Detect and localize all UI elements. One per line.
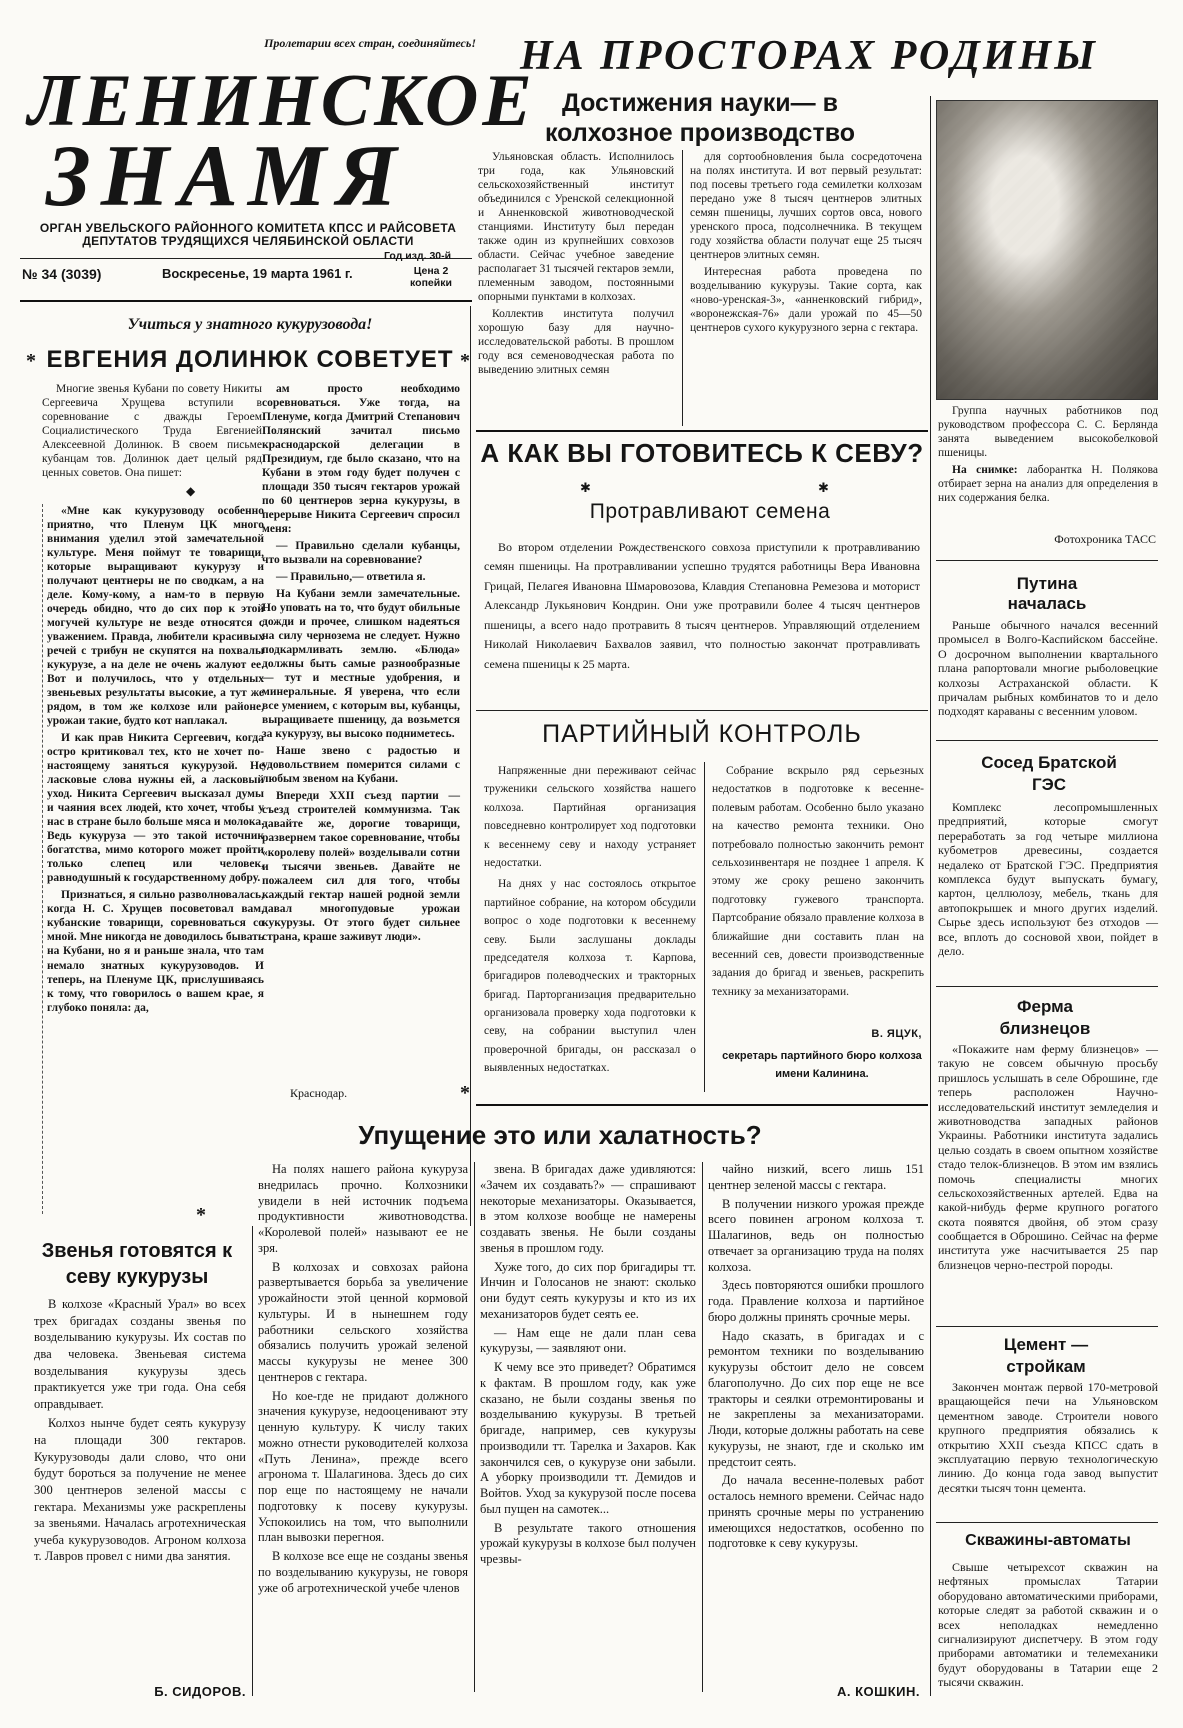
- sidebar-paragraph: «Покажите нам ферму близнецов» — такую не совсем обычную просьбу пришлось услышать в селе Оброшине, где теперь расположен Научно-исследовательский институт земледелия и животноводства западных районов Украины. Работники института задались целью создать в своем опытном хозяйстве стадо телок-близнецов. В этом им взялись помочь специалисты многих сельскохозяйственных артелей. Едва на какой-нибудь ферме крупного рогатого скота появятся двойня, об этом сразу сообщается в Оброшино. Сейчас на ферме института уже насчитывается 25 пар близнецов черно-пестрой породы.: [938, 1042, 1158, 1272]
- caption-text-2: лаборантка Н. Полякова отбирает зерна на анализ для определения в них содержания белка.: [938, 464, 1159, 505]
- science-paragraph: для сортообновления была сосредоточена на полях института. И вот первый результат: под посевы третьего года семилетки колхозам передано уже 8 тысяч центнеров элитных семян пшеницы, лучших сортов овса, нового уренского проса, подсолнечника. В текущем году хозяйства области получат еще 25 тысяч центнеров элитных семян.: [690, 151, 922, 262]
- negligence-paragraph: — Нам еще не дали план сева кукурузы, — заявляют они.: [480, 1325, 696, 1356]
- negligence-paragraph: В получении низкого урожая прежде всего повинен агроном колхоза т. Шалагинов, ведь он полностью отвечает за организацию труда на полях колхоза.: [708, 1196, 924, 1274]
- negligence-paragraph: Хуже того, до сих пор бригадиры тт. Инчин и Голосанов не знают: сколько они будут сеять кукурузы и кто из их механизаторов будет сеять ее.: [480, 1259, 696, 1321]
- sowing-question: А КАК ВЫ ГОТОВИТЕСЬ К СЕВУ?: [480, 438, 924, 468]
- negligence-paragraph: Надо сказать, в бригадах и с ремонтом техники по возделыванию кукурузы обстоит дело не совсем благополучно. До сих пор еще не все тракторы и сеялки отремонтированы и не закреплены за механизаторами. Люди, которые должны работать на севе кукурузы, не знают, где и сколько им предстоит сеять.: [708, 1328, 924, 1469]
- photo-credit: Фотохроника ТАСС: [1054, 532, 1156, 546]
- newspaper-title-line2: ЗНАМЯ: [46, 128, 407, 225]
- dolinyuk-column-2: [262, 382, 460, 1082]
- science-column-2: [690, 150, 922, 428]
- lab-assistant-photo: [936, 100, 1158, 400]
- sowing-text: [484, 538, 920, 702]
- dolinyuk-paragraph: ам просто необходимо соревноваться. Уже тогда, на Пленуме, когда Дмитрий Степанович Полянский зачитал письмо краснодарской делегации в Президиум, где было сказано, что на Кубани в этом году будет получен с площади 350 тысяч гектаров урожай по 60 центнеров зерна кукурузы, в перерыве Никита Сергеевич спросил меня:: [262, 383, 460, 536]
- negligence-column-3: [708, 1162, 924, 1674]
- negligence-paragraph: В результате такого отношения урожай кукурузы в колхозе был получен чрезвы-: [480, 1520, 696, 1566]
- sidebar-title-twins: Ферма близнецов: [999, 997, 1091, 1038]
- negligence-paragraph: К чему все это приведет? Обратимся к фактам. В прошлом году, как уже сказано, не были созданы звенья по возделыванию кукурузы. В третьей бригаде, например, сев кукурузы производили тт. Тарелка и Захаров. Как закончился сев, о кукурузе они забыли. А уборку производили тт. Демидов и Войтов. Уход за кукурузой после посева был пущен на самотек...: [480, 1360, 696, 1516]
- control-paragraph: Напряженные дни переживают сейчас труженики сельского хозяйства нашего колхоза. Партийная организация повседневно контролирует ход подготовки к весеннему севу и находу устраняет недостатки.: [484, 765, 696, 869]
- control-paragraph: На днях у нас состоялось открытое партийное собрание, на котором обсудили вопрос о ходе подготовки к весеннему севу. Были заслушаны доклады председателя колхоза т. Карпова, бригадиров полеводческих и тракторных бригад. Парторганизация предварительно организовала проверку хода подготовки к севу, на собрании выступил член проверочной бригады, он рассказал о выявленных недостатках.: [484, 878, 696, 1075]
- control-author-title: секретарь партийного бюро колхоза имени Калинина.: [722, 1050, 922, 1080]
- links-author: Б. СИДОРОВ.: [154, 1684, 246, 1699]
- negligence-paragraph: На полях нашего района кукуруза внедрилась прочно. Колхозники увидели в ней источник подъема продуктивности животноводства. «Королевой полей» называют ее не зря.: [258, 1162, 468, 1255]
- sidebar-paragraph: Комплекс лесопромышленных предприятий, которые смогут переработать за год четыре миллиона кубометров древесины, создается недалеко от Братской ГЭС. Предприятия комплекса будут выпускать бумагу, картон, целлюлозу, мебель, ткань для автопокрышек и много других изделий. Сырье здесь используют без отходов — все, вплоть до сосновой хвои, пойдет в дело.: [938, 800, 1158, 958]
- dolinyuk-column-1: [42, 504, 264, 1214]
- links-text: [34, 1296, 246, 1666]
- sowing-paragraph: Во втором отделении Рождественского совхоза приступили к протравливанию семян пшеницы. На протравливании успешно трудятся работницы Вера Ивановна Грицай, Пелагея Ивановна Шмаровозова, Клавдия Степановна Ремезова и моторист Александр Лукьянович Кондрин. Они уже протравили более 4 тысяч центнеров пшеницы, а всего надо протравить 8 тысяч центнеров. Управляющий отделением Николай Николаевич Бахвалов заявил, что полностью закончат протравливать семена пшеницы к 25 марта.: [484, 540, 920, 671]
- sidebar-text-putina: [938, 618, 1158, 728]
- sidebar-paragraph: Раньше обычного начался весенний промысел в Волго-Каспийском бассейне. О досрочном выполнении квартального плана рапортовали многие рыболовецкие колхозы Астраханской области. К причалам рыбных комбинатов то и дело подходят караваны с весенним уловом.: [938, 618, 1158, 719]
- issue-date: Воскресенье, 19 марта 1961 г.: [162, 266, 353, 281]
- dolinyuk-paragraph: «Мне как кукурузоводу особенно приятно, что Пленум ЦК много внимания уделил этой замечательной культуре. Меня поймут те товарищи, которые выращивают кукурузу и получают центнеры не по сводкам, а на деле. Кому-кому, а нам-то в первую очередь обидно, что до сих пор к этой могучей культуре не везде относятся с уважением. Правда, любители красивых речей с трибун не скупятся на похвалы кукурузе, а на деле не очень жалуют ее. Вот и получилось, что у отдельных звеньевых результаты высокие, а тут же рядом, в том же колхозе или районе, урожаи такие, будто кот наплакал.: [47, 505, 264, 728]
- negligence-paragraph: Но кое-где не придают должного значения кукурузе, недооценивают эту ценную культуру. К числу таких можно отнести руководителей колхоза «Путь Ленина», прежде всего агронома т. Шалагинова. Здесь до сих пор еще по настоящему не начали подготовку к посеву кукурузы. Успокоились на том, что выполнили план вывозки перегноя.: [258, 1388, 468, 1545]
- science-paragraph: Коллектив института получил хорошую базу для научно-исследовательской работы. В прошлом году вся семеноводческая работа по выведению элитных семян: [478, 308, 674, 377]
- organ-subtitle: ОРГАН УВЕЛЬСКОГО РАЙОННОГО КОМИТЕТА КПСС И РАЙСОВЕТА ДЕПУТАТОВ ТРУДЯЩИХСЯ ЧЕЛЯБИНСКОЙ ОБЛАСТИ: [39, 221, 457, 249]
- photo-caption: [938, 404, 1158, 524]
- dolinyuk-paragraph: — Правильно сделали кубанцы, что вызвали на соревнование?: [262, 540, 460, 567]
- links-paragraph: Колхоз нынче будет сеять кукурузу на площади 300 гектаров. Кукурузоводы дали слово, что они будут бороться за получение не менее 300 центнеров зеленой массы с гектара. Механизмы уже раскреплены за звеньями. Началась агротехническая учеба кукурузоводов. Агроном колхоза т. Лавров провел с ними два занятия.: [34, 1416, 246, 1564]
- sidebar-text-twins: [938, 1042, 1158, 1322]
- control-column-1: [484, 762, 696, 1102]
- caption-text: Группа научных работников под руководством профессора С. С. Берлянда занята выведением высокобелковой пшеницы.: [938, 405, 1158, 460]
- masthead: [20, 24, 536, 256]
- dolinyuk-title: ЕВГЕНИЯ ДОЛИНЮК СОВЕТУЕТ: [46, 346, 454, 373]
- sidebar-title-putina: Путина началась: [1007, 574, 1087, 613]
- control-author: В. ЯЦУК,: [871, 1028, 922, 1040]
- science-title: Достижения науки— в колхозное производство: [545, 89, 855, 147]
- sidebar-title-cement: Цемент —стройкам: [1003, 1335, 1089, 1376]
- negligence-paragraph: До начала весенне-полевых работ осталось немного времени. Сейчас надо принять срочные меры по устранению имеющихся недостатков, особенно по подготовке к севу кукурузы.: [708, 1473, 924, 1551]
- control-column-2: [712, 762, 924, 1024]
- dolinyuk-paragraph: — Правильно,— ответила я.: [276, 571, 426, 584]
- control-paragraph: Собрание вскрыло ряд серьезных недостатков в подготовке к весенне-полевым работам. Особенно было указано на качество ремонта техники. Оно потребовало полностью закончить ремонт сельхозинвентаря не позднее 1 апреля. К этому же сроку решено закончить подготовку гужевого транспорта. Партсобрание обязало правление колхоза в ближайшие дни составить план на весенний сев, довести производственные задания до бригад и звеньев, раскрепить технику за механизаторами.: [712, 765, 924, 998]
- negligence-paragraph: звена. В бригадах даже удивляются: «Зачем их создавать?» — спрашивают некоторые механизаторы. Оказывается, в этом колхозе вообще не намерены создавать звенья. Не были созданы звенья в прошлом году.: [480, 1162, 696, 1255]
- dolinyuk-place: Краснодар.: [290, 1086, 348, 1100]
- negligence-paragraph: Здесь повторяются ошибки прошлого года. Правление колхоза и партийное бюро должны принять срочные меры.: [708, 1278, 924, 1324]
- section-banner: НА ПРОСТОРАХ РОДИНЫ: [520, 33, 1098, 79]
- dolinyuk-paragraph: Наше звено с радостью и удовольствием померится силами с любым звеном на Кубани.: [262, 745, 460, 786]
- dolinyuk-paragraph: На Кубани земли замечательные. Но уповать на то, что будут обильные дожди и прочее, слишком надеяться на силу чернозема не следует. Нужно подкармливать землю. «Блюда» должны быть самые разнообразные — тут и местные удобрения, и минеральные. Я уверена, что если все умением, с которым вы, кубанцы, выращиваете пшеницу, да возьмется за кукурузу, вы высоко подниметесь.: [262, 588, 460, 741]
- price: Цена 2 копейки: [410, 265, 452, 289]
- negligence-column-1: [258, 1162, 468, 1692]
- links-paragraph: В колхозе «Красный Урал» во всех трех бригадах созданы звенья по возделыванию кукурузы. Их состав по два человека. Звеньевая система возделывания кукурузы здесь практикуется уже три года. Она себя оправдывает.: [34, 1297, 246, 1411]
- sidebar-title-bratsk: Сосед Братской ГЭС: [981, 753, 1117, 794]
- science-column-1: [478, 150, 674, 428]
- dolinyuk-kicker: Учиться у знатного кукурузовода!: [127, 316, 373, 333]
- negligence-paragraph: В колхозах и совхозах района развертывается борьба за увеличение урожайности этой ценной кормовой культуры. И в нынешнем году работники сельского хозяйства обязались получить урожай зеленой массы кукурузы не менее 300 центнеров с гектара.: [258, 1259, 468, 1384]
- links-title: Звенья готовятся к севу кукурузы: [41, 1240, 233, 1288]
- issue-number: № 34 (3039): [22, 266, 102, 282]
- dolinyuk-paragraph: Впереди XXII съезд партии — съезд строителей коммунизма. Так давайте же, дорогие товарищи, развернем такое соревнование, чтобы «королеву полей» возделывали сотни и тысячи звеньев. Давайте не пожалеем сил для того, чтобы каждый гектар нашей родной земли давал многопудовые урожаи кукурузы. От этого будет сильнее страна, краше заживут люди».: [262, 790, 460, 943]
- proletarian-slogan: Пролетарии всех стран, соединяйтесь!: [264, 36, 476, 50]
- sidebar-text-bratsk: [938, 800, 1158, 964]
- control-title: ПАРТИЙНЫЙ КОНТРОЛЬ: [542, 720, 862, 748]
- negligence-paragraph: чайно низкий, всего лишь 151 центнер зеленой массы с гектара.: [708, 1162, 924, 1192]
- sidebar-title-wells: Скважины-автоматы: [965, 1532, 1131, 1549]
- sidebar-paragraph: Закончен монтаж первой 170-метровой вращающейся печи на Ульяновском цементном заводе. Строители нового крупного предприятия обязались к открытию XXII съезда КПСС сдать в эксплуатацию первую технологическую линию. До конца года завод выпустит десятки тысяч тонн цемента.: [938, 1380, 1158, 1495]
- dolinyuk-intro-text: Многие звенья Кубани по совету Никиты Сергеевича Хрущева вступили в соревнование с дважды Героем Социалистического Труда Евгенией Алексеевной Долинюк. В своем письме кубанцам тов. Долинюк дает целый ряд ценных советов. Она пишет:: [42, 383, 262, 480]
- dolinyuk-paragraph: И как прав Никита Сергеевич, когда остро критиковал тех, кто не хочет по-настоящему заняться кукурузой. Не ласковые слова нужны ей, а ласковый уход. Никита Сергеевич высказал думы и чаяния всех людей, кто хочет, чтобы у нас в стране было больше мяса и молока. Ведь кукуруза — это такой источник богатства, мимо которого может пройти только слепец или человек, равнодушный к государственному добру.: [47, 732, 264, 885]
- newspaper-title-line1: ЛЕНИНСКОЕ: [28, 60, 536, 142]
- caption-lead: На снимке:: [952, 464, 1018, 477]
- science-paragraph: Ульяновская область. Исполнилось три года, как Ульяновский сельскохозяйственный институт объединился с Уренской селекционной и Анненковской животноводческой станциями. Институту был передан также один из крупнейших совхозов области. Сейчас учебное заведение располагает 31 тысячей гектаров земли, племенным заводом, постоянными опорными пунктами в колхозах.: [478, 151, 674, 304]
- sidebar-text-cement: [938, 1380, 1158, 1520]
- negligence-column-2: [480, 1162, 696, 1692]
- negligence-title: Упущение это или халатность?: [358, 1120, 762, 1150]
- dolinyuk-intro: [42, 382, 262, 478]
- negligence-paragraph: В колхозе все еще не созданы звенья по возделыванию кукурузы, не говоря уже об агротехнической учебе членов: [258, 1549, 468, 1595]
- sidebar-paragraph: Свыше четырехсот скважин на нефтяных промыслах Татарии оборудовано автоматическими приборами, которые следят за работой скважин и о всех неполадках немедленно сигнализируют диспетчеру. В этом году приборами автоматики и телемеханики будут оборудованы в Татарии еще 2 тысячи скважин.: [938, 1560, 1158, 1690]
- publication-year: Год изд. 30-й: [384, 250, 452, 262]
- dolinyuk-paragraph: Признаться, я сильно разволновалась, когда Н. С. Хрущев посоветовал вам, кубанские товарищи, соревноваться со мной. Мне никогда не доводилось бывать на Кубани, но я и раньше знала, что там немало знатных кукурузоводов. И теперь, на Пленуме ЦК, прислушиваясь к тому, что говорилось о вашем крае, я глубоко поняла: да,: [47, 889, 264, 1014]
- sidebar-text-wells: [938, 1560, 1158, 1692]
- sowing-title: Протравливают семена: [589, 500, 831, 523]
- science-paragraph: Интересная работа проведена по возделыванию кукурузы. Такие сорта, как «ново-уренская-3», «анненковский гибрид», «воронежская-76» дали урожай по 45—50 центнеров сухого кукурузного зерна с гектара.: [690, 266, 922, 335]
- negligence-author: А. КОШКИН.: [837, 1684, 920, 1699]
